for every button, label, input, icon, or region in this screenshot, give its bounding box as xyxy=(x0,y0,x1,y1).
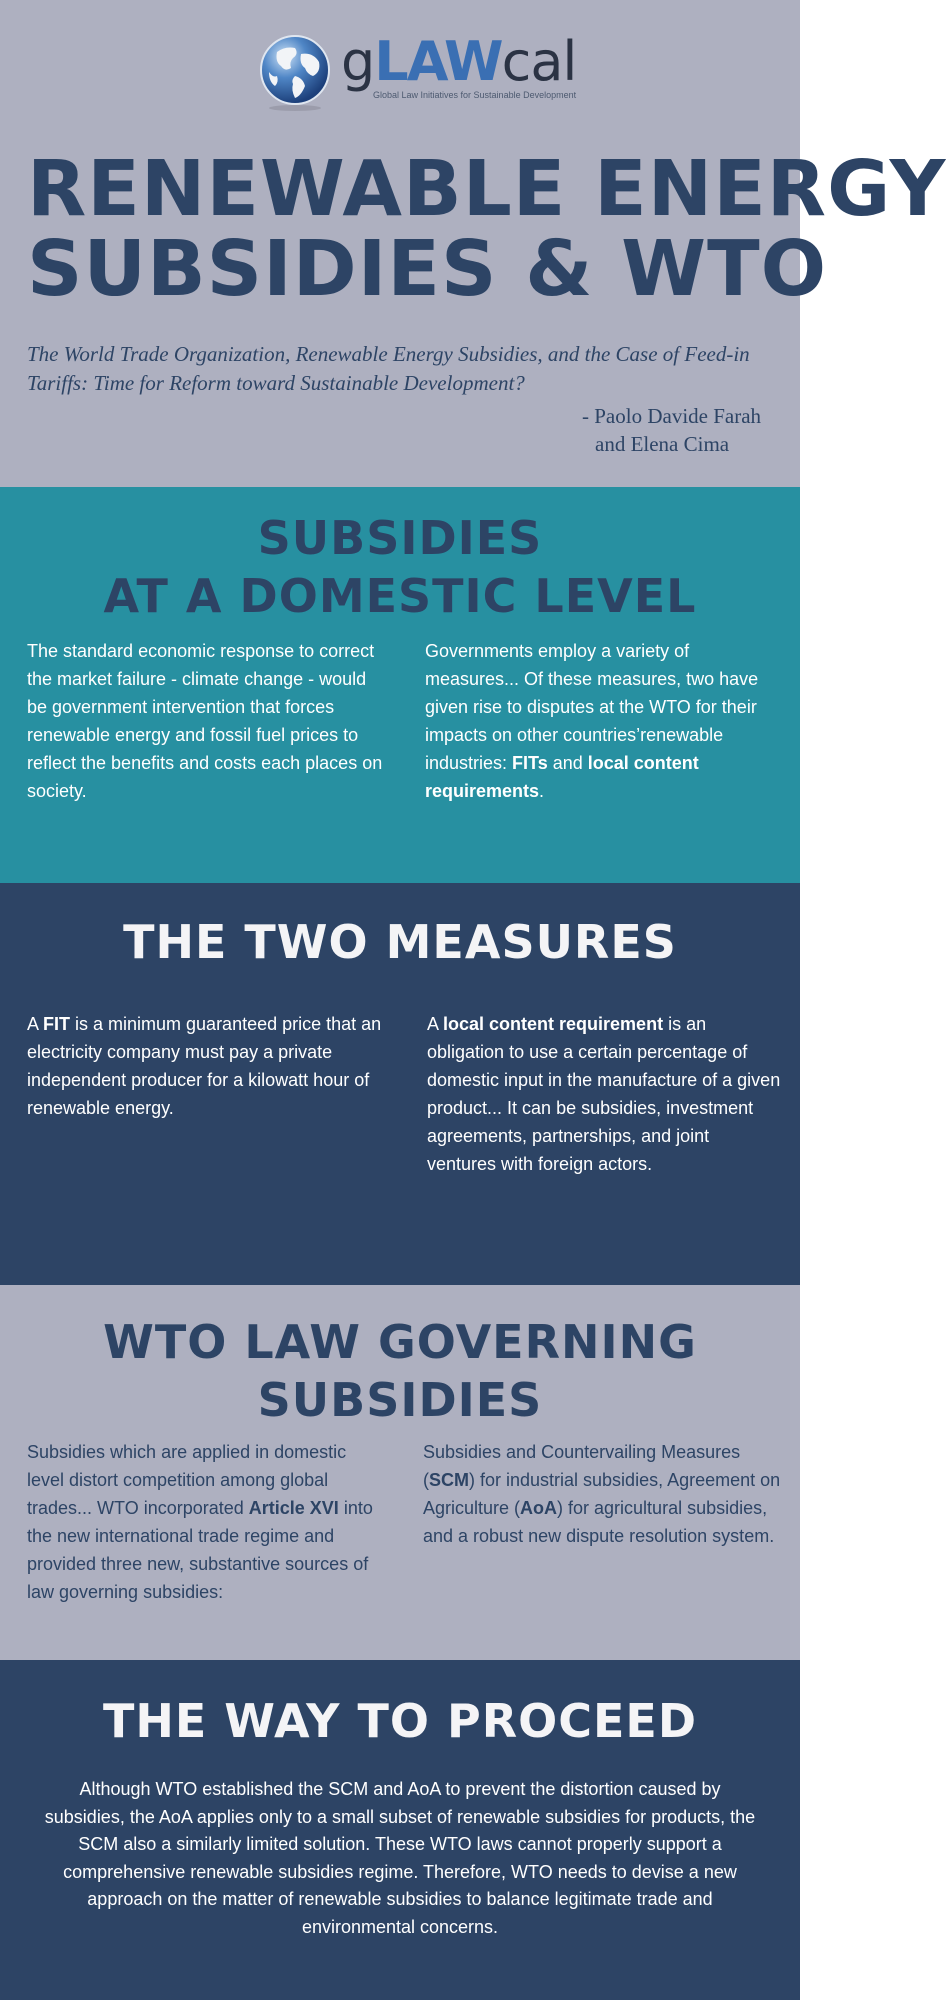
domestic-title xyxy=(0,509,800,625)
author-line2: and Elena Cima xyxy=(595,432,730,456)
domestic-title-line1: SUBSIDIES xyxy=(257,511,543,565)
wto-law-left-text: Subsidies which are applied in domestic level distort competition among global trades... WTO incorporated Article XVI into the new international trade regime and provided three new, substantive sources of law governing subsidies: xyxy=(27,1442,373,1602)
paper-subtitle: The World Trade Organization, Renewable Energy Subsidies, and the Case of Feed-in Tariffs: Time for Reform toward Sustainable Development? xyxy=(27,342,750,395)
domestic-title-line2: AT A DOMESTIC LEVEL xyxy=(103,569,697,623)
wto-law-title-line2: SUBSIDIES xyxy=(257,1373,543,1427)
two-measures-section xyxy=(0,883,800,1285)
wto-law-section xyxy=(0,1285,800,1660)
scm-term: SCM xyxy=(429,1470,469,1490)
aoa-term: AoA xyxy=(520,1498,558,1518)
wto-law-title-line1: WTO LAW GOVERNING xyxy=(103,1315,697,1369)
fit-term: FIT xyxy=(43,1014,71,1034)
wto-law-right-text: Subsidies and Countervailing Measures (SCM) for industrial subsidies, Agreement on Agriculture (AoA) for agricultural subsidies, and a robust new dispute resolution system. xyxy=(423,1442,781,1546)
logo-wordmark: gLAWcal xyxy=(341,30,577,93)
main-title-line2: SUBSIDIES & WTO xyxy=(27,225,828,314)
header-section xyxy=(0,0,946,487)
glawcal-logo xyxy=(255,30,577,114)
way-to-proceed-text: Although WTO established the SCM and AoA to prevent the distortion caused by subsidies, the AoA applies only to a small subset of renewable subsidies for products, the SCM also a similarly limited solution. These WTO laws cannot properly support a comprehensive renewable subsidies regime. Therefore, WTO needs to devise a new approach on the matter of renewable subsidies to balance legitimate trade and environmental concerns. xyxy=(44,1779,756,1937)
local-content-term: local content requirements xyxy=(425,753,699,801)
author-line1: - Paolo Davide Farah xyxy=(582,404,762,428)
logo-tagline: Global Law Initiatives for Sustainable Development xyxy=(373,90,577,100)
domestic-right-text: Governments employ a variety of measures... Of these measures, two have given rise to disputes at the WTO for their impacts on other countries’renewable industries: FITs and local content requirements. xyxy=(425,641,759,801)
globe-icon xyxy=(255,32,335,112)
two-measures-title: THE TWO MEASURES xyxy=(123,915,677,969)
fits-term: FITs xyxy=(512,753,548,773)
local-content-definition: A local content requirement is an obligation to use a certain percentage of domestic input in the manufacture of a given product... It can be subsidies, investment agreements, partnerships, and joint ventures with foreign actors. xyxy=(427,1014,781,1174)
way-to-proceed-section xyxy=(0,1660,800,2000)
domestic-left-text: The standard economic response to correct the market failure - climate change - would be government intervention that forces renewable energy and fossil fuel prices to reflect the benefits and costs each places on society. xyxy=(27,641,383,801)
way-to-proceed-title: THE WAY TO PROCEED xyxy=(102,1694,698,1748)
article-xvi-term: Article XVI xyxy=(248,1498,339,1518)
local-content-requirement-term: local content requirement xyxy=(443,1014,664,1034)
domestic-level-section xyxy=(0,487,800,883)
wto-law-title xyxy=(0,1313,800,1429)
main-title-line1: RENEWABLE ENERGY xyxy=(27,145,946,234)
fit-definition: A FIT is a minimum guaranteed price that an electricity company must pay a private independent producer for a kilowatt hour of renewable energy. xyxy=(27,1014,382,1118)
main-title xyxy=(27,145,946,314)
